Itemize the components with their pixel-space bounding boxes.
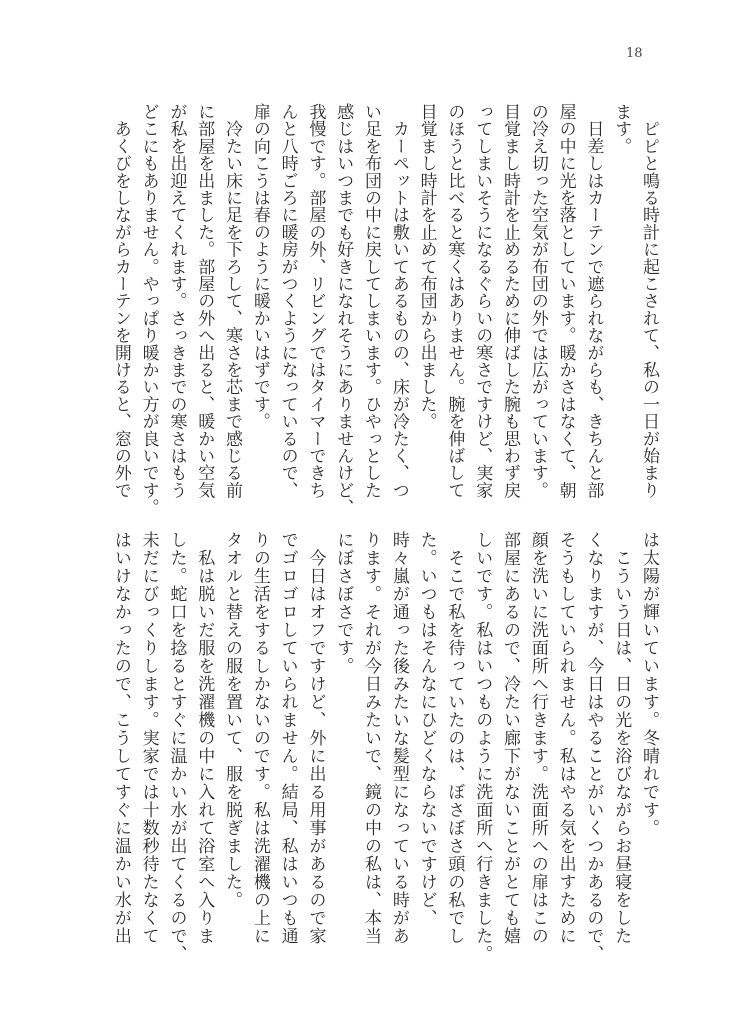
text-column: でゴロゴロしていられません。結局、私はいつも通 — [277, 531, 298, 945]
text-column: は太陽が輝いています。冬晴れです。 — [639, 531, 659, 837]
text-column: ピピと鳴る時計に起こされて、私の一日が始まり — [639, 103, 659, 499]
text-column: 私は脱いだ服を洗濯機の中に入れて浴室へ入りま — [194, 531, 215, 945]
text-column: はいけなかったので、こうしてすぐに温かい水が出 — [110, 531, 131, 945]
text-column: こういう日は、日の光を浴びながらお昼寝をした — [611, 531, 632, 945]
text-column: しいです。私はいつものように洗面所へ行きました。 — [472, 531, 493, 963]
text-column: 屋の中に光を落としています。暖かさはなくて、朝 — [555, 103, 576, 499]
text-column: ります。それが今日みたいで、鏡の中の私は、本当 — [361, 531, 382, 945]
text-column: 部屋にあるので、冷たい廊下がないことがとても嬉 — [500, 531, 521, 945]
text-column: 感じはいつまでも好きになれそうにありませんけど、 — [333, 103, 354, 516]
text-column: 時々嵐が通った後みたいな髪型になっている時があ — [388, 531, 409, 945]
text-column: そこで私を待っていたのは、ぼさぼさ頭の私でし — [444, 531, 465, 945]
text-column: ます。 — [611, 103, 632, 155]
text-column: が私を出迎えてくれます。さっきまでの寒さはもう — [166, 103, 187, 499]
text-column: 日差しはカーテンで遮られながらも、きちんと部 — [583, 103, 604, 499]
text-column: にぼさぼさです。 — [333, 531, 354, 675]
text-column: 顔を洗いに洗面所へ行きます。洗面所への扉はこの — [527, 531, 548, 945]
text-column: ってしまいそうになるぐらいの寒さですけど、実家 — [472, 103, 493, 499]
text-column: 未だにびっくりします。実家では十数秒待たなくて — [138, 531, 159, 945]
text-column: くなりますが、今日はやることがいくつかあるので、 — [583, 531, 604, 963]
text-column: 我慢です。部屋の外、リビングではタイマーできち — [305, 103, 326, 499]
text-column: た。いつもはそんなにひどくならないですけど、 — [416, 531, 437, 927]
text-column: に部屋を出ました。部屋の外へ出ると、暖かい空気 — [194, 103, 215, 499]
text-column: 目覚まし時計を止めて布団から出ました。 — [416, 103, 437, 430]
text-column: そうもしていられません。私はやる気を出すために — [555, 531, 576, 945]
text-column: 冷たい床に足を下ろして、寒さを芯まで感じる前 — [222, 103, 243, 499]
text-column: タオルと替えの服を置いて、服を脱ぎました。 — [222, 531, 243, 909]
text-column: あくびをしながらカーテンを開けると、窓の外で — [110, 103, 131, 499]
text-column: んと八時ごろに暖房がつくようになっているので、 — [277, 103, 298, 499]
text-block-top — [106, 103, 662, 523]
text-column: の冷え切った空気が布団の外では広がっています。 — [527, 103, 548, 499]
text-column: い足を布団の中に戻してしまいます。ひやっとした — [361, 103, 382, 499]
text-column: りの生活をするしかないのです。私は洗濯機の上に — [249, 531, 270, 945]
text-block-bottom — [106, 531, 662, 971]
page-number: 18 — [626, 46, 643, 61]
text-column: カーペットは敷いてあるものの、床が冷たく、つ — [388, 103, 409, 499]
text-column: 扉の向こうは春のように暖かいはずです。 — [249, 103, 270, 430]
text-column: 目覚まし時計を止めるために伸ばした腕も思わず戻 — [500, 103, 521, 499]
text-column: 今日はオフですけど、外に出る用事があるので家 — [305, 531, 326, 945]
text-column: どこにもありません。やっぱり暖かい方が良いです。 — [138, 103, 159, 516]
text-column: した。蛇口を捻るとすぐに温かい水が出てくるので、 — [166, 531, 187, 963]
text-column: のほうと比べると寒くはありません。腕を伸ばして — [444, 103, 465, 499]
